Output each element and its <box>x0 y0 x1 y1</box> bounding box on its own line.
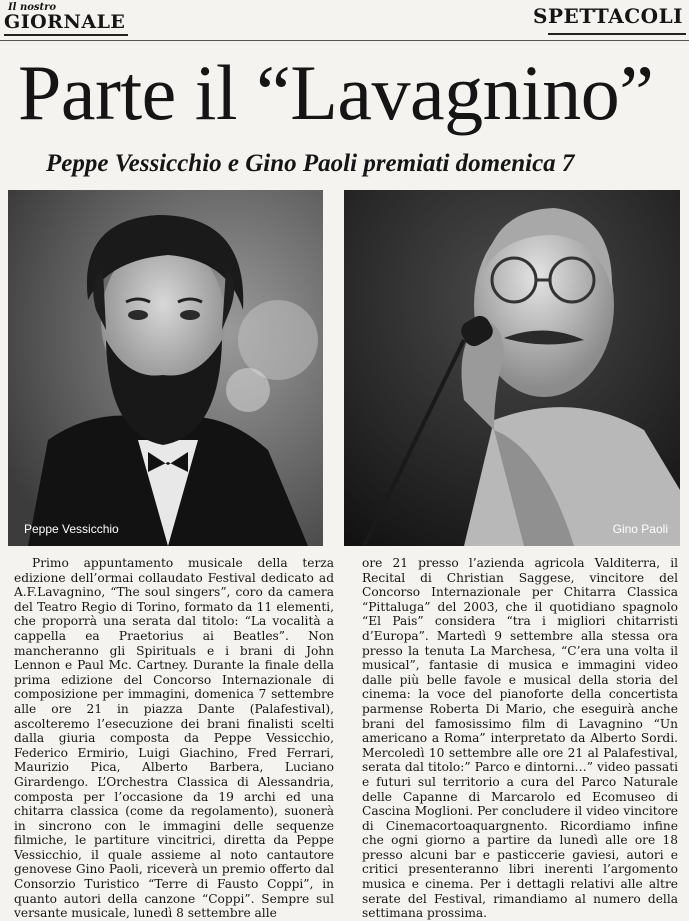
subheadline: Peppe Vessicchio e Gino Paoli premiati domenica 7 <box>46 150 575 177</box>
logo-underline <box>4 34 128 36</box>
article-column-right <box>362 556 678 921</box>
photo-peppe-vessicchio <box>8 190 323 546</box>
newspaper-logo: GIORNALE <box>4 11 126 33</box>
article-column-left <box>14 556 334 921</box>
article-body-text: Primo appuntamento musicale della terza edizione dell’ormai collaudato Festival dedicato ad A.F.Lavagnino, “The soul singers”, coro da camera del Teatro Regio di Torino, formato da 11 elementi, che proporrà una serata dal titolo: “La vocalità a cappella ea Praetorius ai Beatles”. Non mancheranno gli Spirituals e i brani di John Lennon e Paul Mc. Cartney. Durante la finale della prima edizione del Concorso Internazionale di composizione per immagini, domenica 7 settembre alle ore 21 in piazza Dante (Palafestival), ascolteremo l’esecuzione dei brani finalisti scelti dalla giuria composta da Peppe Vessicchio, Federico Ermirio, Luigi Giachino, Fred Ferrari, Maurizio Pica, Alberto Barbera, Luciano Girardengo. L’Orchestra Classica di Alessandria, composta per l’occasione da 19 archi ed una chitarra classica (come da regolamento), suonerà in sincrono con le immagini delle sequenze filmiche, le partiture vincitrici, diretta da Peppe Vessicchio, il quale assieme al noto cantautore genovese Gino Paoli, riceverà un premio offerto dal Consorzio Turistico “Terre di Fausto Coppi”, in quanto autori della canzone “Coppi”. Sempre sul versante musicale, lunedì 8 settembre alle <box>14 556 334 921</box>
photo-caption: Gino Paoli <box>612 522 668 536</box>
top-divider <box>0 40 689 41</box>
headline: Parte il “Lavagnino” <box>18 49 654 136</box>
masthead <box>0 0 689 40</box>
portrait-illustration <box>8 190 323 546</box>
photo-gino-paoli <box>344 190 680 546</box>
section-title: SPETTACOLI <box>533 4 683 28</box>
article-body-text: ore 21 presso l’azienda agricola Valditerra, il Recital di Christian Saggese, vincitore del Concorso Internazionale per Chitarra Classica “Pittaluga” del 2003, che il quotidiano spagnolo “El Pais” considera “tra i migliori chitarristi d’Europa”. Martedì 9 settembre alla stessa ora presso la tenuta La Marchesa, “C’era una volta il musical”, fantasie di musica e immagini video dalle più belle favole e musical della storia del cinema: la voce del pianoforte della concertista parmense Roberta Di Mario, che eseguirà anche brani del famosissimo film di Lavagnino “Un americano a Roma” interpretato da Alberto Sordi. Mercoledì 10 settembre alle ore 21 al Palafestival, serata dal titolo:” Parco e dintorni…” video passati e futuri sul territorio a cura del Parco Naturale delle Capanne di Marcarolo ed Ecomuseo di Cascina Moglioni. Per concludere il video vincitore di Cinemacortoaquargnento. Ricordiamo infine che ogni giorno a partire da lunedì alle ore 18 presso alcuni bar e pasticcerie gaviesi, autori e critici presenteranno libri inerenti l’argomento musica e cinema. Per i dettagli relativi alle altre serate del Festival, rimandiamo al numero della settimana prossima. <box>362 556 678 921</box>
logo-small-text: Il nostro <box>8 2 57 13</box>
photo-caption: Peppe Vessicchio <box>24 522 119 536</box>
portrait-illustration <box>344 190 680 546</box>
section-rule <box>548 33 686 35</box>
